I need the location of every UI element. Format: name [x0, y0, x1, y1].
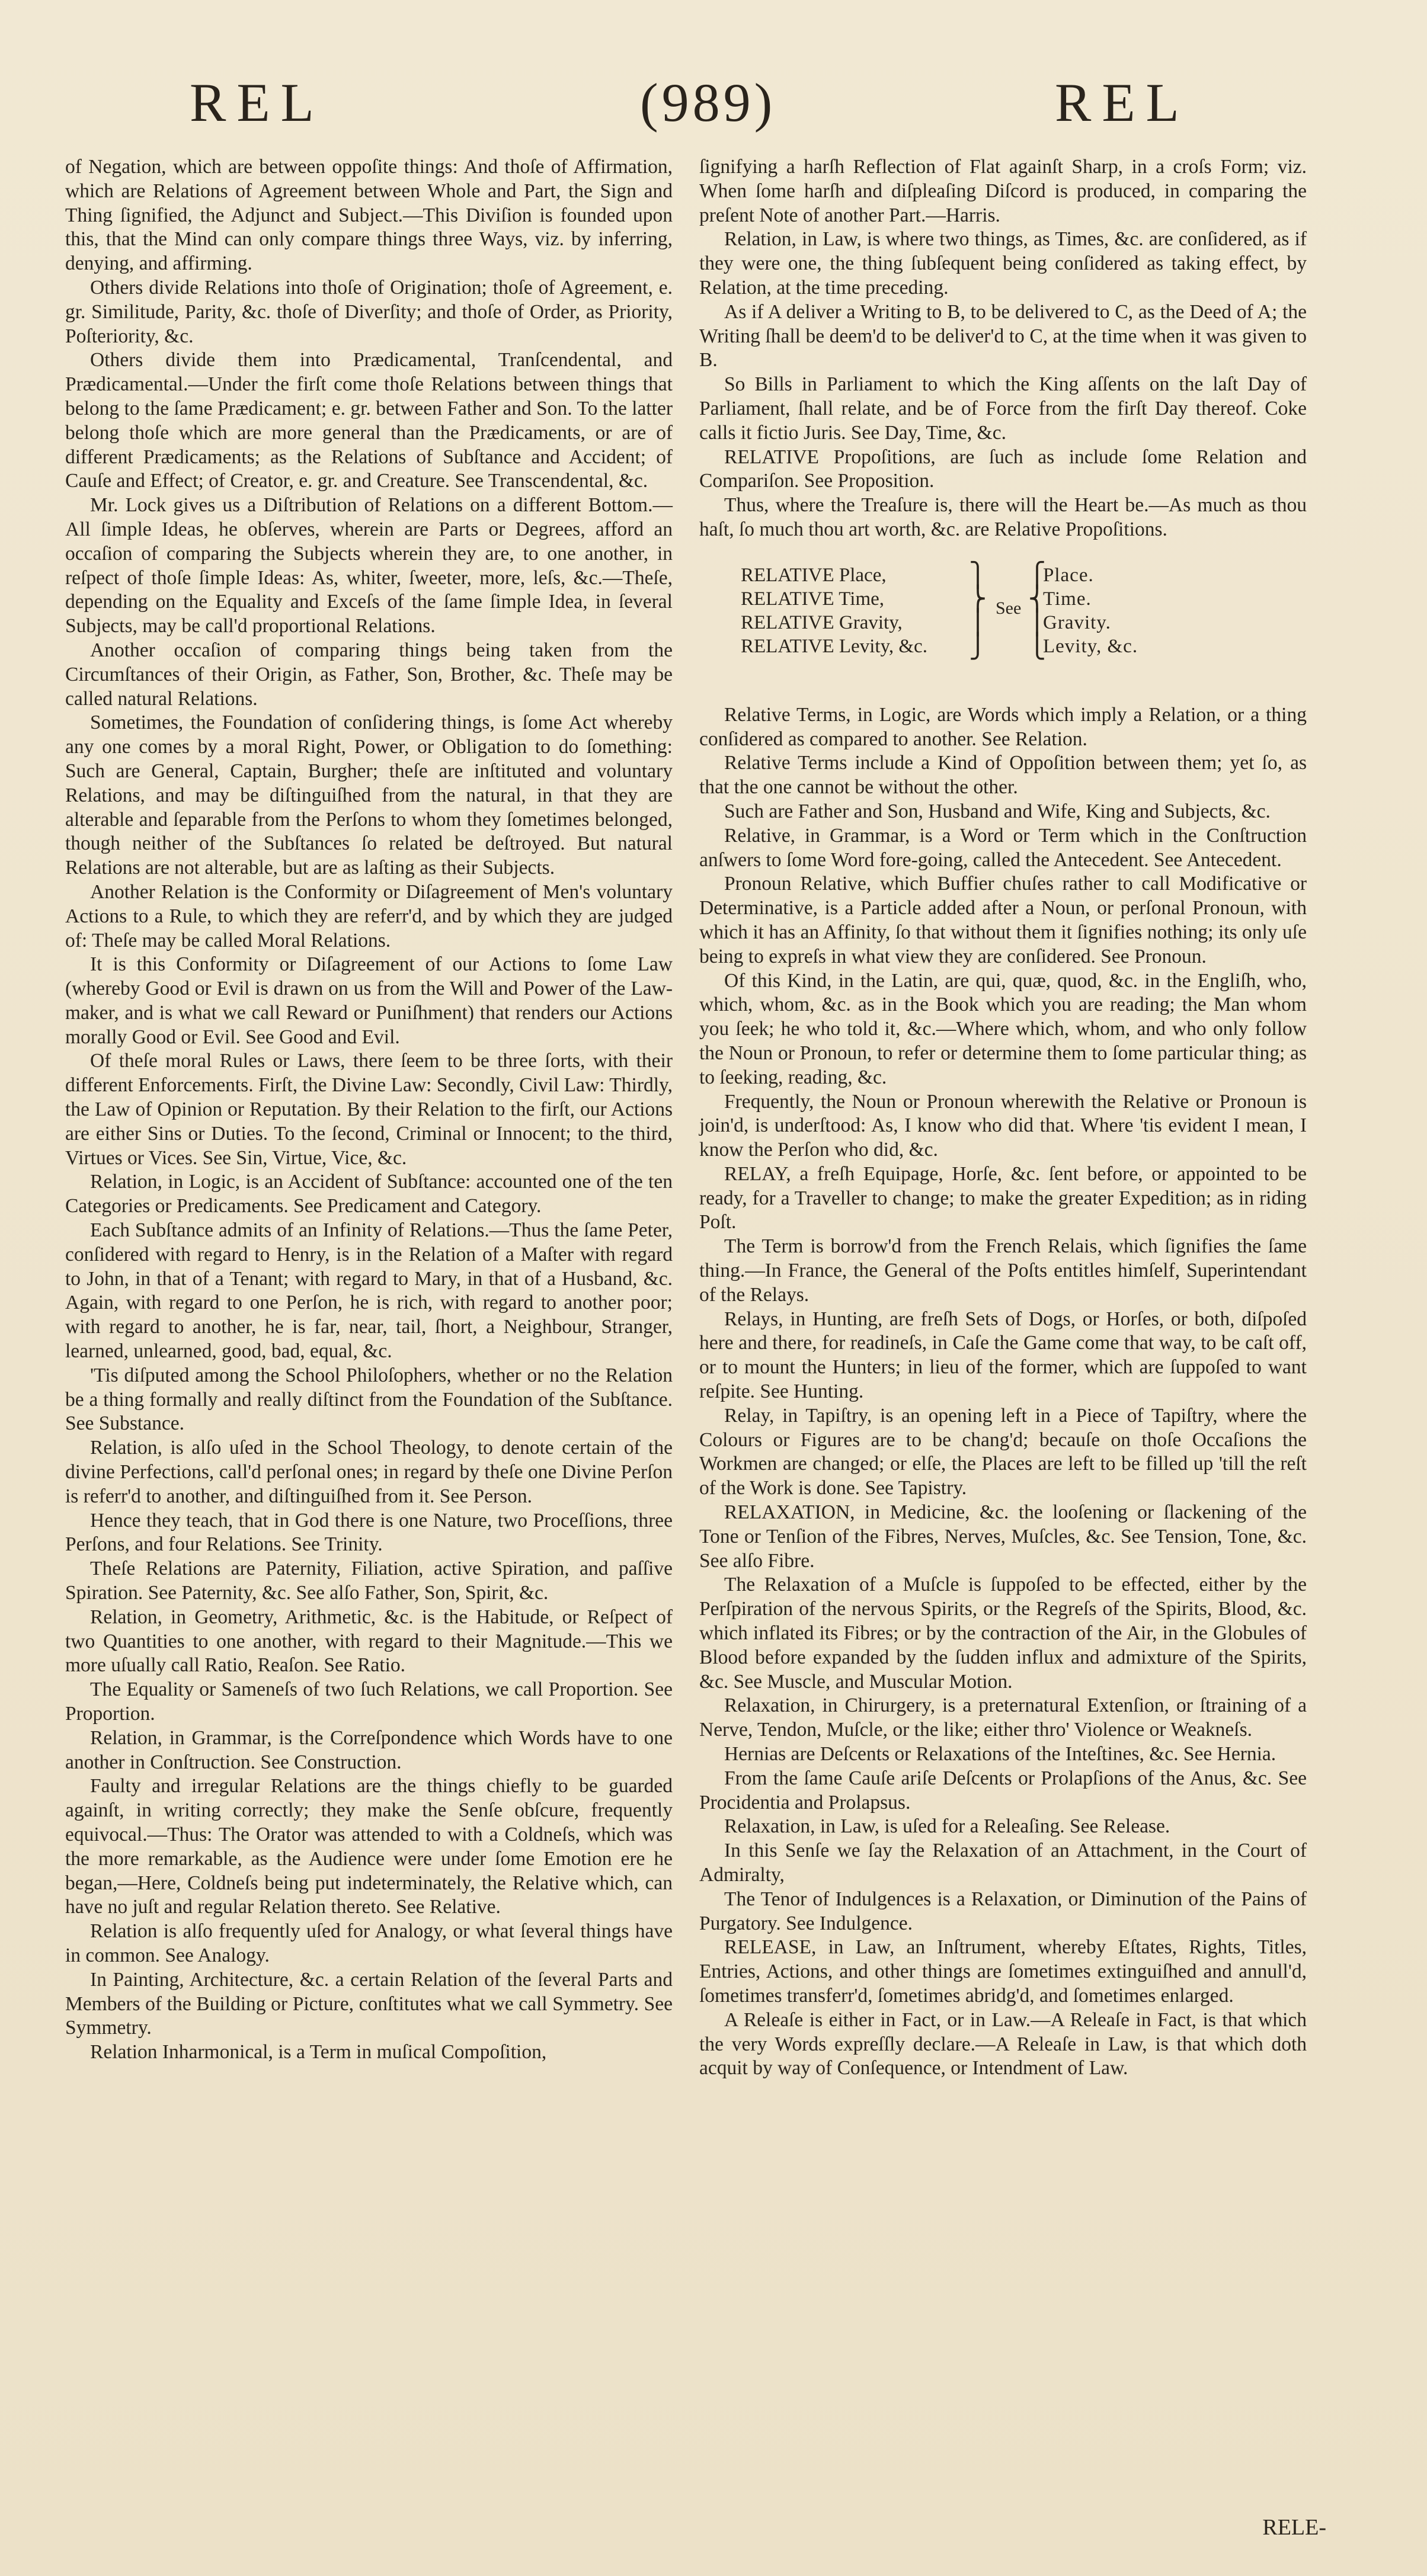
- relative-cross-reference-box: [699, 563, 1307, 688]
- paragraph: of Negation, which are between oppoſite things: And thoſe of Affirmation, which are Relations of Agreement between Whole and Part, the Sign and Thing ſignified, the Adjunct and Subject.—This Diviſion is founded upon this, that the Mind can only compare things three Ways, viz. by inferring, denying, and affirming.: [65, 156, 673, 275]
- paragraph: Mr. Lock gives us a Diſtribution of Relations on a different Bottom.—All ſimple Ideas, he obſerves, wherein are Parts or Degrees, afford an occaſion of comparing the Subjects wherein they are, to one another, in reſpect of thoſe ſimple Ideas: As, whiter, ſweeter, more, leſs, &c.—Theſe, depending on the Equality and Exceſs of the ſame ſimple Idea, in ſeveral Subjects, may be call'd proportional Relations.: [65, 494, 673, 637]
- header-right: REL: [1055, 72, 1190, 133]
- paragraph: Another Relation is the Conformity or Diſagreement of Men's voluntary Actions to a Rule, to which they are referr'd, and by which they are judged of: Theſe may be called Moral Relations.: [65, 880, 673, 951]
- left-column: [65, 155, 673, 2513]
- page-number: (989): [640, 72, 776, 133]
- paragraph: Of theſe moral Rules or Laws, there ſeem to be three ſorts, with their different Enforcements. Firſt, the Divine Law: Secondly, Civil Law: Thirdly, the Law of Opinion or Reputation. By their Relation to the firſt, our Actions are either Sins or Duties. To the ſecond, Criminal or Innocent; to the third, Virtues or Vices. See Sin, Virtue, Vice, &c.: [65, 1050, 673, 1169]
- paragraph: Others divide them into Prædicamental, Tranſcendental, and Prædicamental.—Under the firſt come thoſe Relations between things that belong to the ſame Prædicament; e. gr. between Father and Son. To the latter belong thoſe which are more general than the Prædicaments, or are of different Prædicaments; as the Relations of Subſtance and Accident; of Cauſe and Effect; of Creator, e. gr. and Creature. See Transcendental, &c.: [65, 349, 673, 492]
- paragraph: Relation, is alſo uſed in the School Theology, to denote certain of the divine Perfections, call'd perſonal ones; in regard by theſe one Divine Perſon is referr'd to another, and diſtinguiſhed from it. See Person.: [65, 1437, 673, 1507]
- paragraph: Relation, in Geometry, Arithmetic, &c. is the Habitude, or Reſpect of two Quantities to one another, with regard to their Magnitude.—This we more uſually call Ratio, Reaſon. See Ratio.: [65, 1606, 673, 1677]
- paragraph: Theſe Relations are Paternity, Filiation, active Spiration, and paſſive Spiration. See Paternity, &c. See alſo Father, Son, Spirit, &c.: [65, 1558, 673, 1604]
- paragraph: RELEASE, in Law, an Inſtrument, whereby Eſtates, Rights, Titles, Entries, Actions, and other things are ſometimes extinguiſhed and annull'd, ſometimes transferr'd, ſometimes abridg'd, and ſometimes enlarged.: [699, 1936, 1307, 2007]
- paragraph: Another occaſion of comparing things being taken from the Circumſtances of their Origin, as Father, Son, Brother, &c. Theſe may be called natural Relations.: [65, 639, 673, 710]
- right-column: [699, 155, 1307, 2513]
- paragraph: Of this Kind, in the Latin, are qui, quæ, quod, &c. in the Engliſh, who, which, whom, &c. as in the Book which you are reading; the Man whom you ſeek; he who told it, &c.—Where which, whom, and who only follow the Noun or Pronoun, to refer or determine them to ſome particular thing; as to ſeeking, reading, &c.: [699, 969, 1307, 1088]
- see-targets: [1043, 563, 1138, 658]
- paragraph: Others divide Relations into thoſe of Origination; thoſe of Agreement, e. gr. Similitude, Parity, &c. thoſe of Diverſity; and thoſe of Order, as Priority, Poſteriority, &c.: [65, 276, 673, 347]
- paragraph: Each Subſtance admits of an Infinity of Relations.—Thus the ſame Peter, conſidered with regard to Henry, is in the Relation of a Maſter with regard to John, in that of a Tenant; with regard to Mary, in that of a Husband, &c. Again, with regard to one Perſon, he is rich, with regard to another poor; with regard to another, he is far, near, tail, ſhort, a Neighbour, Stranger, learned, unlearned, good, bad, equal, &c.: [65, 1219, 673, 1363]
- see-target: Gravity.: [1043, 611, 1111, 633]
- paragraph: Relative, in Grammar, is a Word or Term which in the Conſtruction anſwers to ſome Word fore-going, called the Antecedent. See Antecedent.: [699, 824, 1307, 871]
- paragraph: Relay, in Tapiſtry, is an opening left in a Piece of Tapiſtry, where the Colours or Figures are to be chang'd; becauſe on thoſe Occaſions the Workmen are changed; or elſe, the Places are left to be filled up 'till the reſt of the Work is done. See Tapistry.: [699, 1404, 1307, 1500]
- paragraph: RELAY, a freſh Equipage, Horſe, &c. ſent before, or appointed to be ready, for a Traveller to change; to make the greater Expedition; as in riding Poſt.: [699, 1162, 1307, 1233]
- relative-item: RELATIVE Levity, &c.: [741, 635, 927, 657]
- see-target: Levity, &c.: [1043, 635, 1138, 657]
- paragraph: The Term is borrow'd from the French Relais, which ſignifies the ſame thing.—In France, the General of the Poſts entitles himſelf, Superintendant of the Relays.: [699, 1235, 1307, 1306]
- paragraph: Pronoun Relative, which Buffier chuſes rather to call Modificative or Determinative, is a Particle added after a Noun, or perſonal Pronoun, with which it has an Affinity, ſo that without them it ſignifies nothing; its only uſe being to expreſs in what view they are conſidered. See Pronoun.: [699, 873, 1307, 967]
- paragraph: From the ſame Cauſe ariſe Deſcents or Prolapſions of the Anus, &c. See Procidentia and Prolapsus.: [699, 1767, 1307, 1814]
- paragraph: RELATIVE Propoſitions, are ſuch as include ſome Relation and Compariſon. See Proposition.: [699, 446, 1307, 492]
- relative-item: RELATIVE Place,: [741, 564, 887, 586]
- paragraph: RELAXATION, in Medicine, &c. the looſening or ſlackening of the Tone or Tenſion of the Fibres, Nerves, Muſcles, &c. See Tension, Tone, &c. See alſo Fibre.: [699, 1501, 1307, 1572]
- paragraph: As if A deliver a Writing to B, to be delivered to C, as the Deed of A; the Writing ſhall be deem'd to be deliver'd to C, at the time when it was given to B.: [699, 300, 1307, 371]
- paragraph: In Painting, Architecture, &c. a certain Relation of the ſeveral Parts and Members of the Building or Picture, conſtitutes what we call Symmetry. See Symmetry.: [65, 1968, 673, 2039]
- paragraph: A Releaſe is either in Fact, or in Law.—A Releaſe in Fact, is that which the very Words expreſſly declare.—A Releaſe in Law, is that which doth acquit by way of Conſequence, or Intendment of Law.: [699, 2008, 1307, 2080]
- paragraph: The Equality or Sameneſs of two ſuch Relations, we call Proportion. See Proportion.: [65, 1678, 673, 1725]
- paragraph: Faulty and irregular Relations are the things chiefly to be guarded againſt, in writing correctly; they make the Senſe obſcure, frequently equivocal.—Thus: The Orator was attended to with a Coldneſs, which was the more remarkable, as the Audience were under ſome Emotion ere he began,—Here, Coldneſs being put indeterminately, the Relative which, can have no juſt and regular Relation thereto. See Relative.: [65, 1775, 673, 1918]
- paragraph: Relation, in Logic, is an Accident of Subſtance: accounted one of the ten Categories or Predicaments. See Predicament and Category.: [65, 1171, 673, 1217]
- paragraph: Relays, in Hunting, are freſh Sets of Dogs, or Horſes, or both, diſpoſed here and there, for readineſs, in Caſe the Game come that way, to be caſt off, or to mount the Hunters; in lieu of the former, which are ſuppoſed to want reſpite. See Hunting.: [699, 1308, 1307, 1403]
- paragraph: ſignifying a harſh Reflection of Flat againſt Sharp, in a croſs Form; viz. When ſome harſh and diſpleaſing Diſcord is produced, in comparing the preſent Note of another Part.—Harris.: [699, 156, 1307, 226]
- see-target: Time.: [1043, 588, 1092, 610]
- paragraph: Relation is alſo frequently uſed for Analogy, or what ſeveral things have in common. See Analogy.: [65, 1920, 673, 1966]
- paragraph: It is this Conformity or Diſagreement of our Actions to ſome Law (whereby Good or Evil is drawn on us from the Will and Power of the Law-maker, and is what we call Reward or Puniſhment) that renders our Actions morally Good or Evil. See Good and Evil.: [65, 953, 673, 1048]
- paragraph: The Relaxation of a Muſcle is ſuppoſed to be effected, either by the Perſpiration of the nervous Spirits, or the Regreſs of the Spirits, Blood, &c. which inflated its Fibres; or by the contraction of the Air, in the Globules of Blood before expanded by the ſudden influx and admixture of the Spirits, &c. See Muscle, and Muscular Motion.: [699, 1574, 1307, 1693]
- paragraph: Sometimes, the Foundation of conſidering things, is ſome Act whereby any one comes by a moral Right, Power, or Obligation to do ſomething: Such are General, Captain, Burgher; theſe are inſtituted and voluntary Relations, and may be diſtinguiſhed from the natural, in that they are alterable and ſeparable from the Perſons to whom they ſometimes belonged, though neither of the Subſtances ſo related be deſtroyed. But natural Relations are not alterable, but are as laſting as their Subjects.: [65, 712, 673, 879]
- paragraph: Thus, where the Treaſure is, there will the Heart be.—As much as thou haſt, ſo much thou art worth, &c. are Relative Propoſitions.: [699, 494, 1307, 540]
- relative-item: RELATIVE Time,: [741, 588, 885, 610]
- header-left: REL: [190, 72, 325, 133]
- paragraph: Relaxation, in Law, is uſed for a Releaſing. See Release.: [724, 1815, 1170, 1838]
- paragraph: Relation, in Law, is where two things, as Times, &c. are conſidered, as if they were one, the thing ſubſequent being conſidered as taking effect, by Relation, at the time preceding.: [699, 228, 1307, 299]
- paragraph: Hence they teach, that in God there is one Nature, two Proceſſions, three Perſons, and four Relations. See Trinity.: [65, 1509, 673, 1556]
- running-header: [71, 71, 1333, 142]
- paragraph: 'Tis diſputed among the School Philoſophers, whether or no the Relation be a thing formally and really diſtinct from the Foundation of the Subſtance. See Substance.: [65, 1364, 673, 1435]
- relative-item: RELATIVE Gravity,: [741, 611, 903, 633]
- paragraph: Frequently, the Noun or Pronoun wherewith the Relative or Pronoun is join'd, is underſtood: As, I know who did that. Where 'tis evident I mean, I know the Perſon who did, &c.: [699, 1090, 1307, 1161]
- paragraph: Such are Father and Son, Husband and Wife, King and Subjects, &c.: [724, 800, 1271, 822]
- relative-list: [741, 563, 927, 658]
- paragraph: So Bills in Parliament to which the King aſſents on the laſt Day of Parliament, ſhall relate, and be of Force from the firſt Day thereof. Coke calls it fictio Juris. See Day, Time, &c.: [699, 373, 1307, 444]
- paragraph: Relative Terms include a Kind of Oppoſition between them; yet ſo, as that the one cannot be without the other.: [699, 752, 1307, 799]
- brace-left: ⎫ ⎬ ⎪ ⎭: [969, 561, 987, 659]
- paragraph: Relation Inharmonical, is a Term in muſical Compoſition,: [90, 2041, 547, 2064]
- paragraph: Relation, in Grammar, is the Correſpondence which Words have to one another in Conſtruction. See Construction.: [65, 1726, 673, 1773]
- see-target: Place.: [1043, 564, 1094, 586]
- paragraph: The Tenor of Indulgences is a Relaxation, or Diminution of the Pains of Purgatory. See Indulgence.: [699, 1888, 1307, 1934]
- catchword: RELE-: [1262, 2515, 1326, 2540]
- paragraph: In this Senſe we ſay the Relaxation of an Attachment, in the Court of Admiralty,: [699, 1840, 1307, 1886]
- paragraph: Relative Terms, in Logic, are Words which imply a Relation, or a thing conſidered as compared to another. See Relation.: [699, 703, 1307, 750]
- see-label: See: [996, 598, 1022, 618]
- paragraph: Relaxation, in Chirurgery, is a preternatural Extenſion, or ſtraining of a Nerve, Tendon, Muſcle, or the like; either thro' Violence or Weakneſs.: [699, 1694, 1307, 1741]
- paragraph: Hernias are Deſcents or Relaxations of the Inteſtines, &c. See Hernia.: [724, 1743, 1276, 1766]
- brace-right: ⎧ ⎨ ⎪ ⎩: [1028, 561, 1046, 659]
